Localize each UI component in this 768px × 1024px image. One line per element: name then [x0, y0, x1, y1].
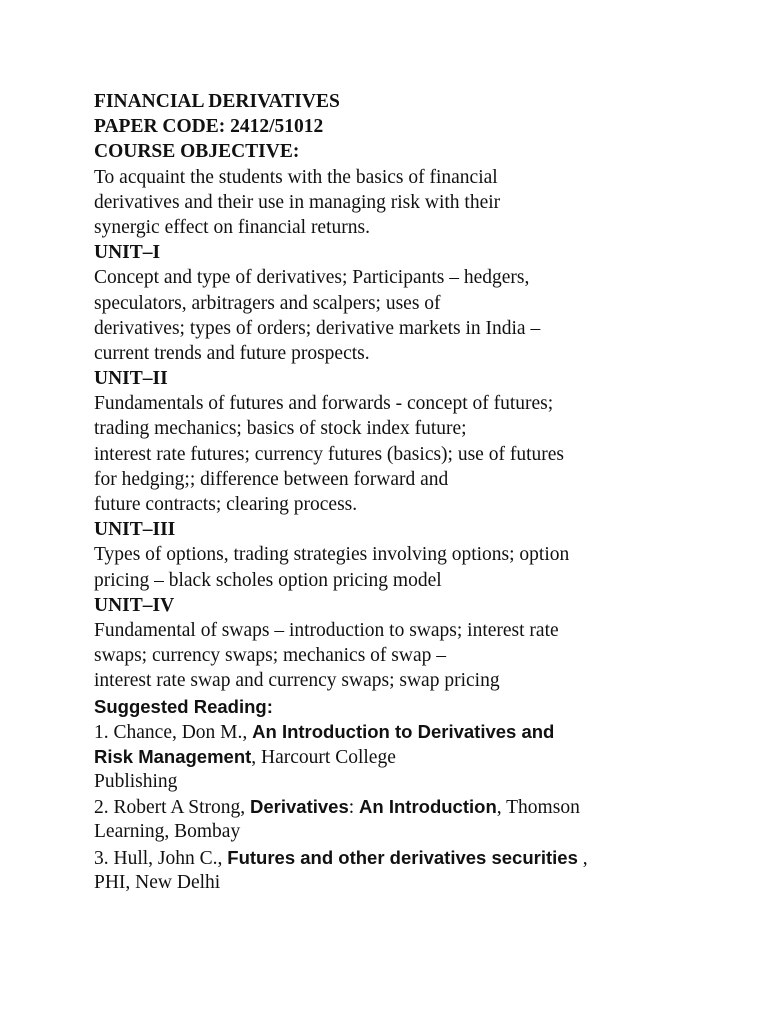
reference-3-line	[94, 845, 734, 870]
unit-3-heading: UNIT–III	[94, 519, 176, 541]
unit-2-line: Fundamentals of futures and forwards - concept of futures;	[94, 393, 554, 415]
unit-2-line: for hedging;; difference between forward and	[94, 468, 449, 490]
course-objective-heading: COURSE OBJECTIVE:	[94, 141, 300, 163]
unit-1-line: derivatives; types of orders; derivative markets in India –	[94, 317, 541, 339]
reference-3-suffix: ,	[577, 847, 588, 869]
unit-4-heading: UNIT–IV	[94, 594, 175, 616]
reference-2-line	[94, 794, 734, 819]
unit-2-line: trading mechanics; basics of stock index future;	[94, 418, 467, 440]
unit-4-line: swaps; currency swaps; mechanics of swap –	[94, 645, 446, 667]
reference-1-line: Publishing	[94, 771, 178, 793]
reference-3-line: PHI, New Delhi	[94, 871, 221, 893]
reference-1-line	[94, 744, 734, 769]
unit-2-line: interest rate futures; currency futures (basics); use of futures	[94, 443, 564, 465]
unit-3-line: Types of options, trading strategies involving options; option	[94, 544, 570, 566]
course-objective-line: To acquaint the students with the basics of financial	[94, 166, 498, 188]
reference-2-separator: :	[348, 797, 360, 819]
unit-4-line: interest rate swap and currency swaps; swap pricing	[94, 670, 500, 692]
unit-1-line: current trends and future prospects.	[94, 342, 370, 364]
reference-1-line	[94, 719, 734, 744]
reference-2-title: Derivatives	[250, 796, 349, 818]
unit-1-line: Concept and type of derivatives; Participants – hedgers,	[94, 267, 530, 289]
suggested-reading-heading: Suggested Reading:	[94, 695, 273, 717]
course-objective-line: synergic effect on financial returns.	[94, 216, 370, 238]
document-title: FINANCIAL DERIVATIVES	[94, 91, 340, 112]
course-objective-line: derivatives and their use in managing risk with their	[94, 191, 501, 213]
reference-1-prefix: 1. Chance, Don M.,	[94, 721, 253, 743]
reference-2-publisher: , Thomson	[496, 797, 580, 819]
document-body	[94, 89, 734, 895]
reference-2-line: Learning, Bombay	[94, 821, 241, 843]
reference-3-prefix: 3. Hull, John C.,	[94, 847, 228, 869]
unit-1-heading: UNIT–I	[94, 242, 161, 264]
unit-3-line: pricing – black scholes option pricing model	[94, 569, 442, 591]
unit-2-heading: UNIT–II	[94, 368, 168, 390]
paper-code: PAPER CODE: 2412/51012	[94, 116, 324, 138]
reference-1-title: Risk Management	[94, 745, 252, 767]
reference-3-title: Futures and other derivatives securities	[227, 846, 578, 868]
reference-2-subtitle: An Introduction	[359, 796, 497, 818]
reference-2-prefix: 2. Robert A Strong,	[94, 797, 251, 819]
reference-1-publisher: , Harcourt College	[251, 746, 396, 768]
unit-2-line: future contracts; clearing process.	[94, 494, 358, 515]
unit-1-line: speculators, arbitragers and scalpers; uses of	[94, 292, 441, 314]
reference-1-title: An Introduction to Derivatives and	[252, 720, 555, 742]
unit-4-line: Fundamental of swaps – introduction to swaps; interest rate	[94, 619, 559, 641]
